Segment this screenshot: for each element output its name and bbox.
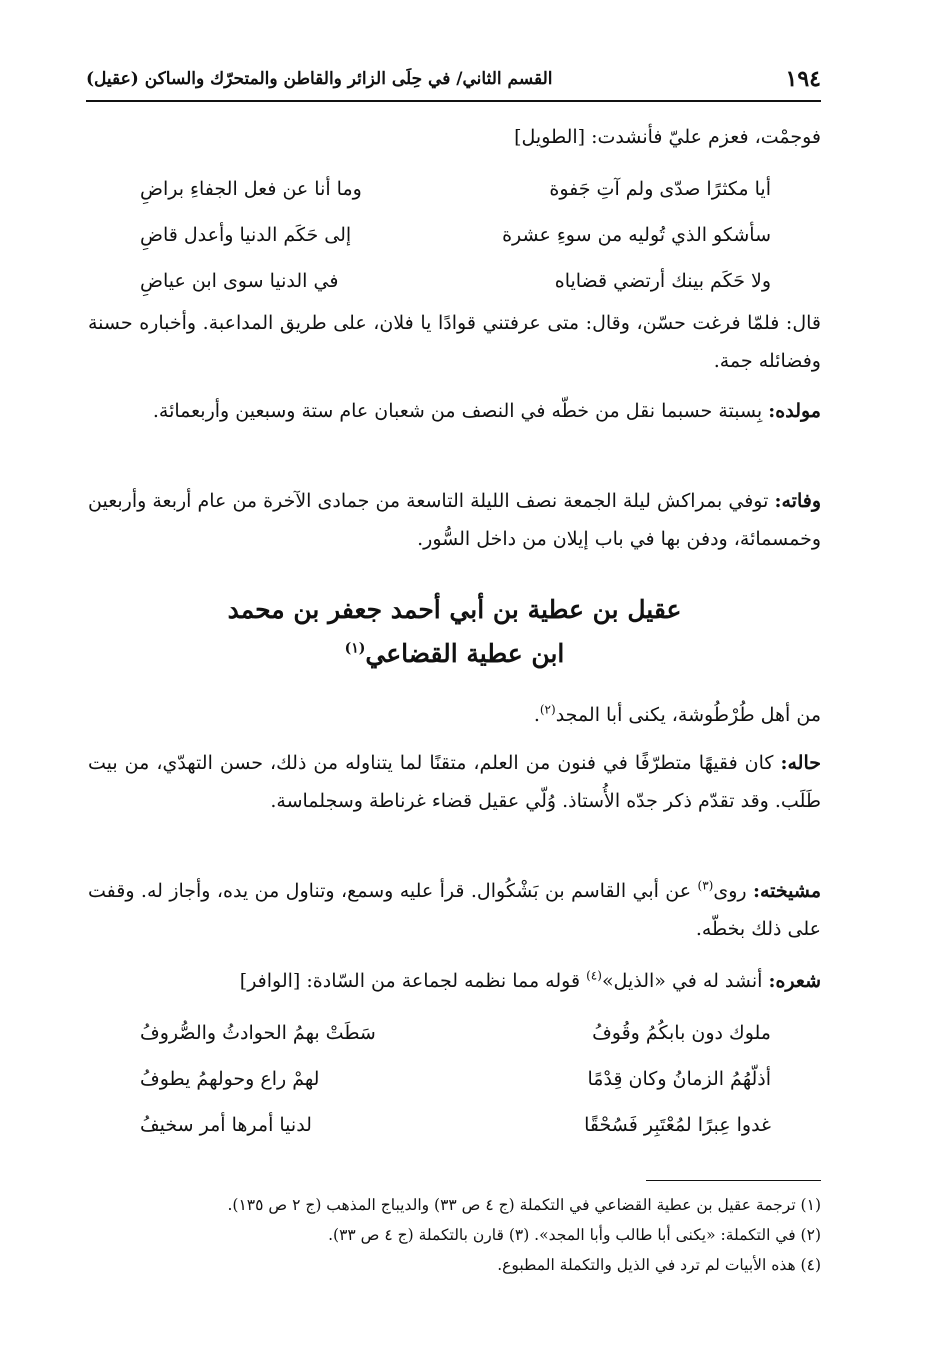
verse-first-hemistich: ولا حَكَم بينك أرتضي قضاياه bbox=[554, 270, 771, 292]
poem-taweel bbox=[140, 166, 771, 304]
page-header bbox=[86, 58, 821, 102]
verse-second-hemistich: سَطَتْ بهمُ الحوادثُ والصُّروفُ bbox=[140, 1022, 376, 1044]
paragraph-origin: من أهل طُرْطُوشة، يكنى أبا المجد$^{(٢)}$. bbox=[533, 702, 821, 726]
paragraph-mashyakha: مشيخته: روى$^{(٣)}$ عن أبي القاسم بن بَشْكُوال. قرأ عليه وسمع، وتناول من يده، وأجاز له. وقفت على ذلك بخطّه. bbox=[88, 878, 822, 940]
verse-line bbox=[140, 166, 771, 212]
biography-title-line2: ابن عطية القضاعي$^{(١)}$ bbox=[344, 639, 565, 668]
verse-second-hemistich: لهمْ راع وحولهمُ يطوفُ bbox=[140, 1068, 320, 1090]
verse-line bbox=[140, 1056, 771, 1102]
running-title: القسم الثاني/ في حِلَى الزائر والقاطن والمتحرّك والساكن (عقيل) bbox=[86, 69, 553, 89]
shir-label: شعره: bbox=[768, 970, 821, 992]
paragraph-hal bbox=[88, 744, 821, 820]
footnote-ref: (٤) bbox=[586, 968, 602, 983]
verse-second-hemistich: لدنيا أمرها أمر سخيفُ bbox=[140, 1114, 312, 1136]
footnote-1: (١) ترجمة عقيل بن عطية القضاعي في التكملة (ج ٤ ص ٣٣) والديباج المذهب (ج ٢ ص ١٣٥). bbox=[227, 1196, 821, 1214]
mashyakha-label: مشيخته: bbox=[752, 880, 822, 902]
biography-title-line1: عقيل بن عطية بن أبي أحمد جعفر بن محمد bbox=[227, 595, 682, 624]
footnote-4: (٤) هذه الأبيات لم ترد في الذيل والتكملة المطبوع. bbox=[497, 1256, 821, 1274]
verse-line bbox=[140, 212, 771, 258]
verse-line bbox=[140, 1102, 771, 1148]
footnote-separator bbox=[646, 1180, 821, 1181]
mawlid-text: بِسبتة حسبما نقل من خطّه في النصف من شعبان عام ستة وسبعين وأربعمائة. bbox=[152, 400, 769, 422]
page-number: ١٩٤ bbox=[785, 66, 821, 92]
verse-first-hemistich: ملوك دون بابكُمُ وقُوفُ bbox=[592, 1022, 771, 1044]
paragraph-qal: قال: فلمّا فرغت حسّن، وقال: متى عرفتني قوادًا يا فلان، على طريق المداعبة. وأخباره حسنة وفضائله جمة. bbox=[88, 312, 821, 372]
hal-text: كان فقيهًا متطرّفًا في فنون من العلم، متقنًا لما يتناوله من ذلك، حسن التهدّي، من بيت طَلَب. وقد تقدّم ذكر جدّه الأُستاذ. وُلّي عقيل قضاء غرناطة وسجلماسة. bbox=[88, 752, 821, 812]
intro-line: فوجمْت، فعزم عليّ فأنشدت: [الطويل] bbox=[514, 126, 821, 148]
verse-second-hemistich: في الدنيا سوى ابن عياضِ bbox=[140, 270, 339, 292]
verse-line bbox=[140, 1010, 771, 1056]
hal-label: حاله: bbox=[780, 752, 821, 774]
verse-first-hemistich: أيا مكثرًا صدّى ولم آتِ جَفوة bbox=[549, 178, 771, 200]
paragraph-mawlid bbox=[88, 392, 821, 430]
verse-second-hemistich: إلى حَكَم الدنيا وأعدل قاضِ bbox=[140, 224, 352, 246]
footnote-2-3: (٢) في التكملة: «يكنى أبا طالب وأبا المجد». (٣) قارن بالتكملة (ج ٤ ص ٣٣). bbox=[328, 1226, 821, 1244]
mawlid-label: مولده: bbox=[768, 400, 821, 422]
wafat-label: وفاته: bbox=[774, 490, 821, 512]
biography-title bbox=[88, 588, 821, 676]
wafat-text: توفي بمراكش ليلة الجمعة نصف الليلة التاسعة من جمادى الآخرة من عام أربعة وأربعين وخمسمائة، ودفن بها في باب إيلان من داخل السُّور. bbox=[88, 490, 821, 550]
footnotes bbox=[88, 1190, 821, 1280]
paragraph-shir: شعره: أنشد له في «الذيل»$^{(٤)}$ قوله مما نظمه لجماعة من السّادة: [الوافر] bbox=[239, 968, 821, 992]
footnote-ref: (٢) bbox=[539, 702, 556, 717]
verse-second-hemistich: وما أنا عن فعل الجفاءِ براضِ bbox=[140, 178, 362, 200]
footnote-ref: (١) bbox=[344, 640, 366, 657]
verse-first-hemistich: أذلّهُمُ الزمانُ وكان قِدْمًا bbox=[587, 1068, 771, 1090]
paragraph-wafat bbox=[88, 482, 821, 558]
verse-line bbox=[140, 258, 771, 304]
verse-first-hemistich: سأشكو الذي تُوليه من سوءِ عشرة bbox=[502, 224, 771, 246]
verse-first-hemistich: غدوا عِبرًا لمُعْتَبِر فَسُحْقًا bbox=[584, 1114, 771, 1136]
footnote-ref: (٣) bbox=[697, 878, 714, 893]
poem-wafir bbox=[140, 1010, 771, 1148]
